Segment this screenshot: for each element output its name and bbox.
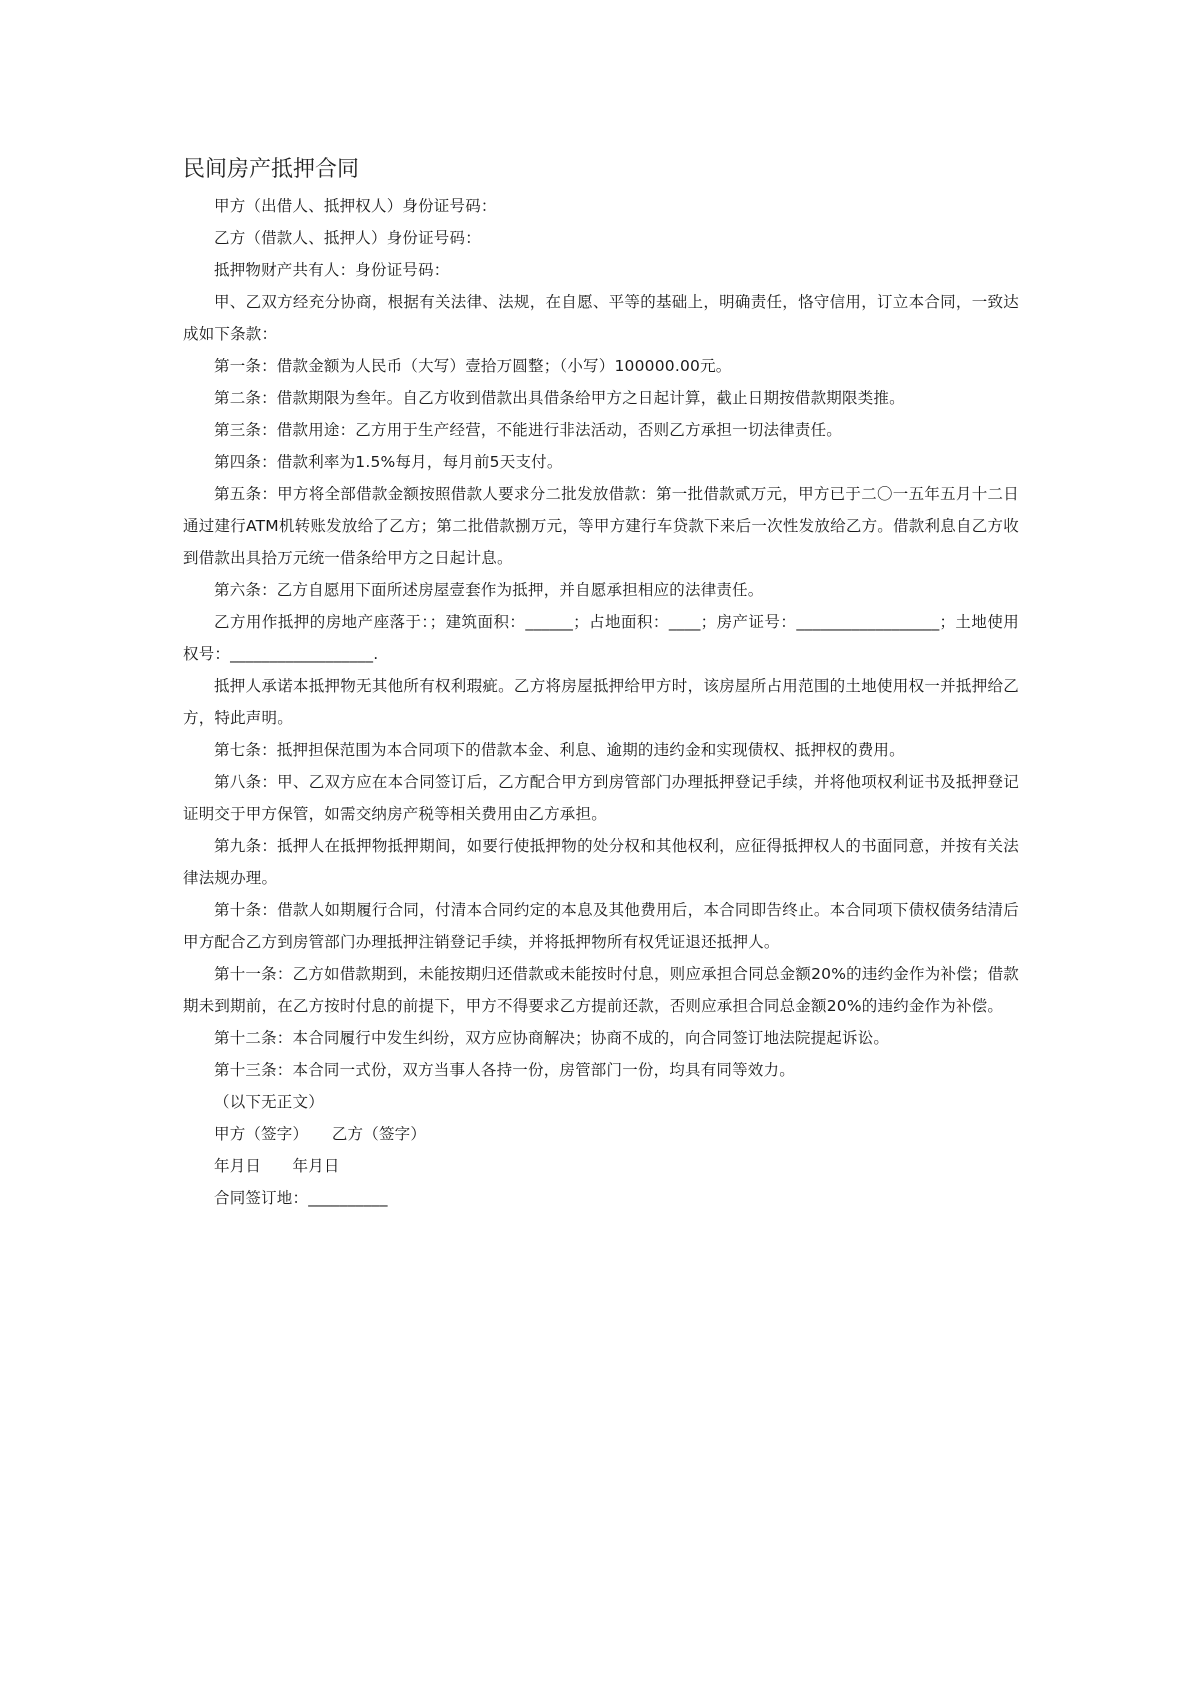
article-12: 第十二条：本合同履行中发生纠纷，双方应协商解决；协商不成的，向合同签订地法院提起诉讼。 xyxy=(214,1029,890,1047)
article-5: 第五条：甲方将全部借款金额按照借款人要求分二批发放借款：第一批借款贰万元，甲方已于二〇一五年五月十二日通过建行ATM机转账发放给了乙方；第二批借款捌万元，等甲方建行车贷款下来后一次性发放给乙方。借款利息自乙方收到借款出具拾万元统一借条给甲方之日起计息。 xyxy=(183,485,1019,567)
article-6: 第六条：乙方自愿用下面所述房屋壹套作为抵押，并自愿承担相应的法律责任。 xyxy=(214,581,764,599)
article-7: 第七条：抵押担保范围为本合同项下的借款本金、利息、逾期的违约金和实现债权、抵押权的费用。 xyxy=(214,741,905,759)
document-title: 民间房产抵押合同 xyxy=(183,157,360,182)
co-owner-line: 抵押物财产共有人：身份证号码： xyxy=(214,261,450,279)
article-13: 第十三条：本合同一式份，双方当事人各持一份，房管部门一份，均具有同等效力。 xyxy=(214,1061,795,1079)
article-10: 第十条：借款人如期履行合同，付清本合同约定的本息及其他费用后，本合同即告终止。本合同项下债权债务结清后甲方配合乙方到房管部门办理抵押注销登记手续，并将抵押物所有权凭证退还抵押人。 xyxy=(183,901,1019,951)
document-body xyxy=(183,190,1019,1214)
end-of-text-note: （以下无正文） xyxy=(214,1093,324,1111)
article-9: 第九条：抵押人在抵押物抵押期间，如要行使抵押物的处分权和其他权利，应征得抵押权人的书面同意，并按有关法律法规办理。 xyxy=(183,837,1019,887)
article-3: 第三条：借款用途：乙方用于生产经营，不能进行非法活动，否则乙方承担一切法律责任。 xyxy=(214,421,843,439)
party-b-line: 乙方（借款人、抵押人）身份证号码： xyxy=(214,229,481,247)
signature-line: 甲方（签字） 乙方（签字） xyxy=(214,1125,427,1143)
preamble-paragraph: 甲、乙双方经充分协商，根据有关法律、法规，在自愿、平等的基础上，明确责任，恪守信用，订立本合同，一致达成如下条款： xyxy=(183,293,1019,343)
article-2: 第二条：借款期限为叁年。自乙方收到借款出具借条给甲方之日起计算，截止日期按借款期限类推。 xyxy=(214,389,905,407)
mortgagor-statement: 抵押人承诺本抵押物无其他所有权利瑕疵。乙方将房屋抵押给甲方时，该房屋所占用范围的土地使用权一并抵押给乙方，特此声明。 xyxy=(183,677,1019,727)
article-4: 第四条：借款利率为1.5%每月，每月前5天支付。 xyxy=(214,453,563,471)
article-8: 第八条：甲、乙双方应在本合同签订后，乙方配合甲方到房管部门办理抵押登记手续，并将他项权利证书及抵押登记证明交于甲方保管，如需交纳房产税等相关费用由乙方承担。 xyxy=(183,773,1019,823)
document-page xyxy=(183,152,1019,1214)
signing-place-line: 合同签订地：__________ xyxy=(214,1189,388,1207)
article-11: 第十一条：乙方如借款期到，未能按期归还借款或未能按时付息，则应承担合同总金额20%的违约金作为补偿；借款期未到期前，在乙方按时付息的前提下，甲方不得要求乙方提前还款，否则应承担合同总金额20%的违约金作为补偿。 xyxy=(183,965,1019,1015)
date-line: 年月日 年月日 xyxy=(214,1157,340,1175)
article-1: 第一条：借款金额为人民币（大写）壹拾万圆整；（小写）100000.00元。 xyxy=(214,357,732,375)
property-details: 乙方用作抵押的房地产座落于：；建筑面积：______；占地面积：____；房产证号：__________________；土地使用权号：__________________. xyxy=(183,613,1019,663)
party-a-line: 甲方（出借人、抵押权人）身份证号码： xyxy=(214,197,497,215)
